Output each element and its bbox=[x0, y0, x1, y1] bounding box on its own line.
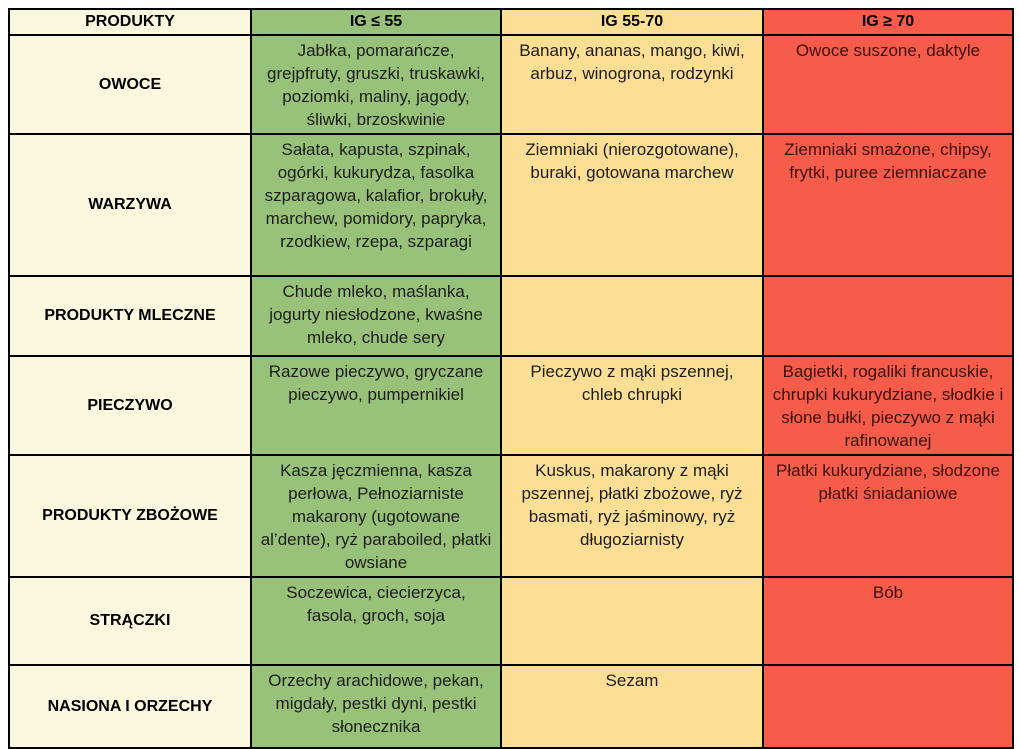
ig-medium-cell: Ziemniaki (nierozgotowane), buraki, gotowana marchew bbox=[501, 134, 763, 276]
category-cell: PRODUKTY ZBOŻOWE bbox=[9, 455, 251, 577]
column-header-ig-low: IG ≤ 55 bbox=[251, 9, 501, 35]
ig-medium-cell: Sezam bbox=[501, 665, 763, 748]
table-row-produkty-mleczne bbox=[9, 276, 1013, 356]
ig-high-cell bbox=[763, 276, 1013, 356]
column-header-ig-high: IG ≥ 70 bbox=[763, 9, 1013, 35]
category-cell: PIECZYWO bbox=[9, 356, 251, 455]
category-cell: NASIONA I ORZECHY bbox=[9, 665, 251, 748]
ig-high-cell: Owoce suszone, daktyle bbox=[763, 35, 1013, 134]
table-row-pieczywo bbox=[9, 356, 1013, 455]
table-row-straczki bbox=[9, 577, 1013, 665]
ig-low-cell: Jabłka, pomarańcze, grejpfruty, gruszki, truskawki, poziomki, maliny, jagody, śliwki, brzoskwinie bbox=[251, 35, 501, 134]
ig-high-cell bbox=[763, 665, 1013, 748]
category-cell: PRODUKTY MLECZNE bbox=[9, 276, 251, 356]
ig-low-cell: Razowe pieczywo, gryczane pieczywo, pumpernikiel bbox=[251, 356, 501, 455]
ig-medium-cell bbox=[501, 276, 763, 356]
category-cell: OWOCE bbox=[9, 35, 251, 134]
category-cell: STRĄCZKI bbox=[9, 577, 251, 665]
ig-medium-cell: Pieczywo z mąki pszennej, chleb chrupki bbox=[501, 356, 763, 455]
ig-high-cell: Ziemniaki smażone, chipsy, frytki, puree ziemniaczane bbox=[763, 134, 1013, 276]
ig-high-cell: Bób bbox=[763, 577, 1013, 665]
category-cell: WARZYWA bbox=[9, 134, 251, 276]
ig-medium-cell: Kuskus, makarony z mąki pszennej, płatki zbożowe, ryż basmati, ryż jaśminowy, ryż długoziarnisty bbox=[501, 455, 763, 577]
ig-medium-cell: Banany, ananas, mango, kiwi, arbuz, winogrona, rodzynki bbox=[501, 35, 763, 134]
ig-low-cell: Chude mleko, maślanka, jogurty niesłodzone, kwaśne mleko, chude sery bbox=[251, 276, 501, 356]
table-row-nasiona-i-orzechy bbox=[9, 665, 1013, 748]
table-row-warzywa bbox=[9, 134, 1013, 276]
glycemic-index-table bbox=[8, 8, 1014, 749]
ig-high-cell: Płatki kukurydziane, słodzone płatki śniadaniowe bbox=[763, 455, 1013, 577]
column-header-produkty: PRODUKTY bbox=[9, 9, 251, 35]
ig-low-cell: Kasza jęczmienna, kasza perłowa, Pełnoziarniste makarony (ugotowane al’dente), ryż paraboiled, płatki owsiane bbox=[251, 455, 501, 577]
ig-low-cell: Sałata, kapusta, szpinak, ogórki, kukurydza, fasolka szparagowa, kalafior, brokuły, marchew, pomidory, papryka, rzodkiew, rzepa, szparagi bbox=[251, 134, 501, 276]
table-row-owoce bbox=[9, 35, 1013, 134]
ig-low-cell: Soczewica, ciecierzyca, fasola, groch, soja bbox=[251, 577, 501, 665]
table-row-produkty-zbozowe bbox=[9, 455, 1013, 577]
header-row bbox=[9, 9, 1013, 35]
ig-low-cell: Orzechy arachidowe, pekan, migdały, pestki dyni, pestki słonecznika bbox=[251, 665, 501, 748]
column-header-ig-medium: IG 55-70 bbox=[501, 9, 763, 35]
ig-high-cell: Bagietki, rogaliki francuskie, chrupki kukurydziane, słodkie i słone bułki, pieczywo z mąki rafinowanej bbox=[763, 356, 1013, 455]
ig-medium-cell bbox=[501, 577, 763, 665]
